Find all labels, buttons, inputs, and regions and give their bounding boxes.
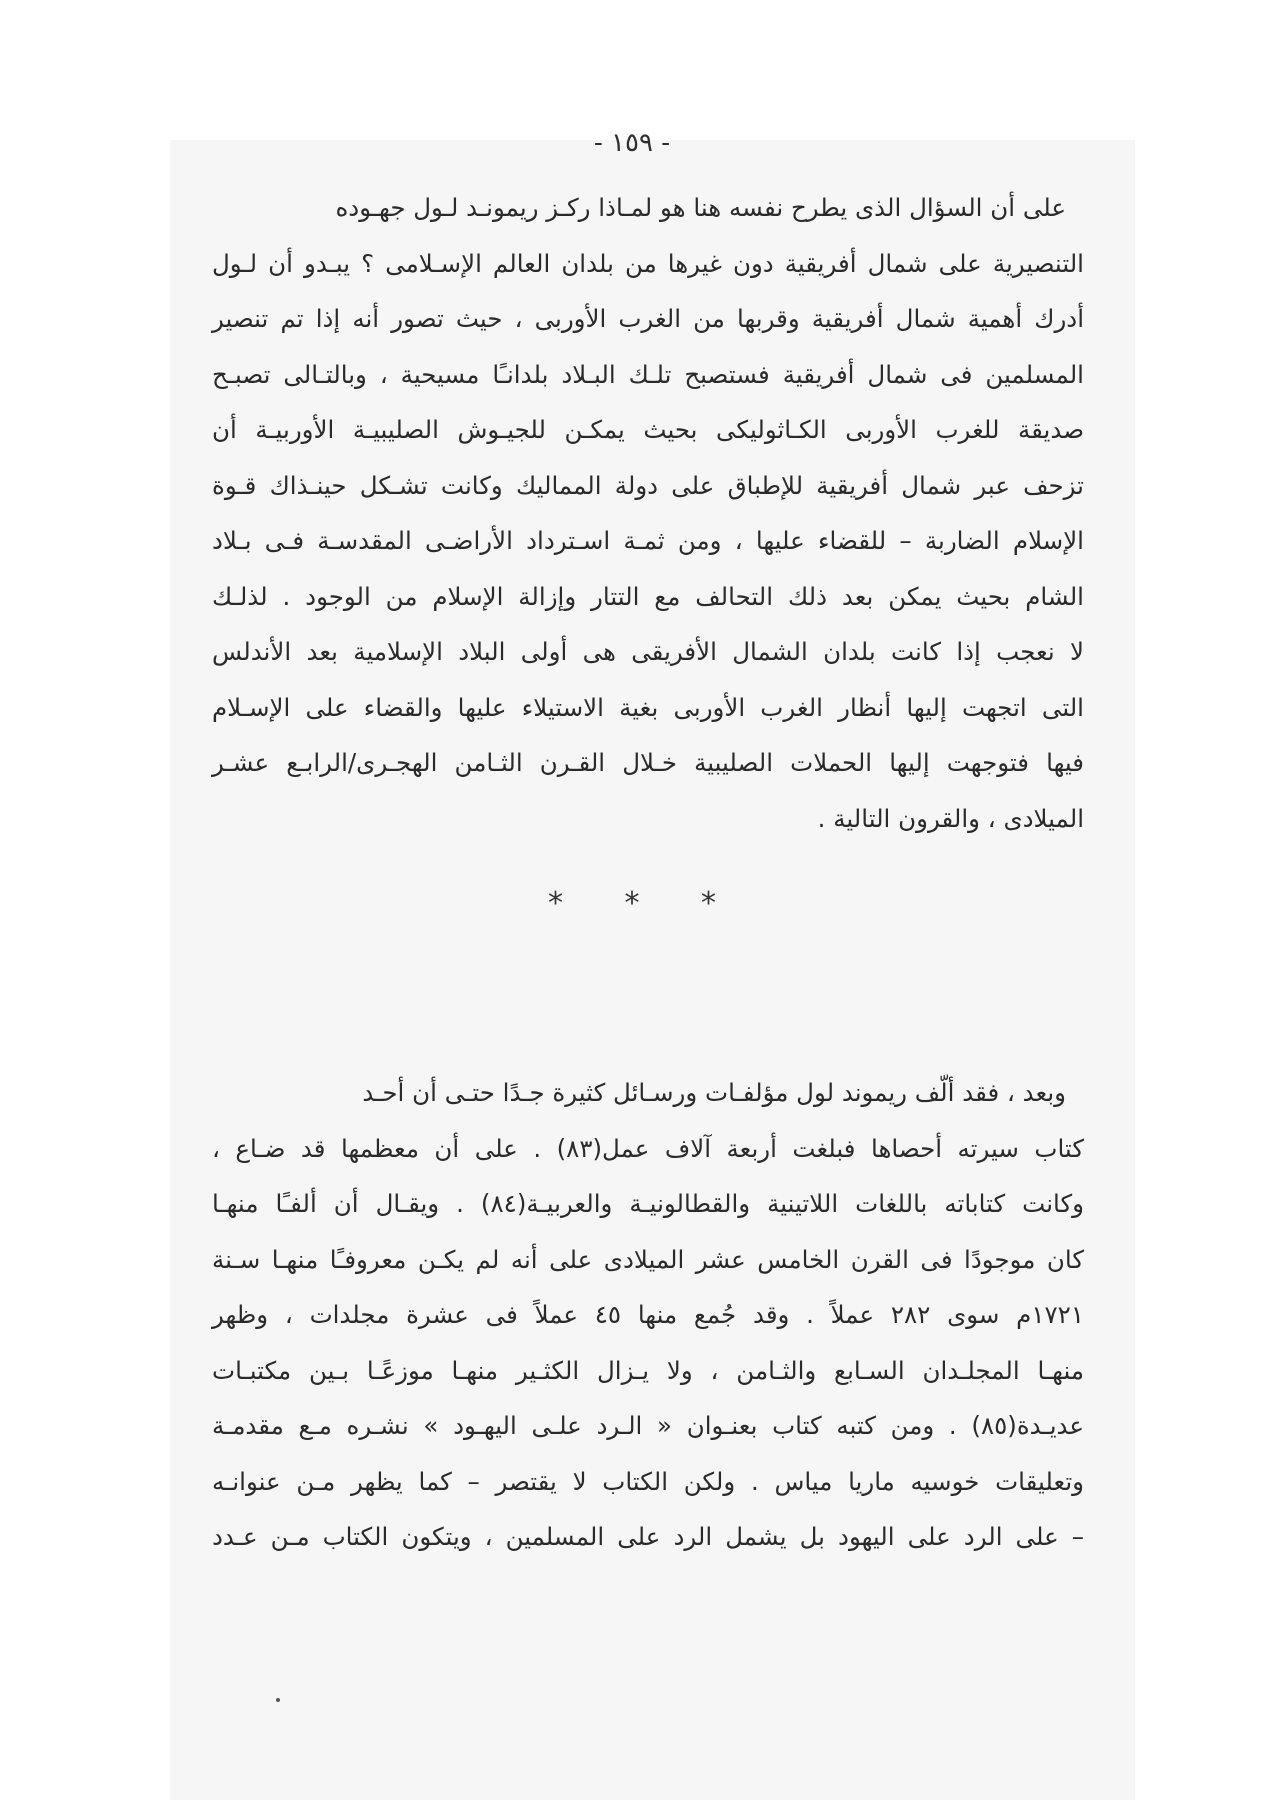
text-line: تزحف عبر شمال أفريقية للإطباق على دولة المماليك وكانت تشـكل حينـذاك قـوة	[212, 470, 1084, 500]
text-line: منهـا المجلـدان السـابع والثـامن ، ولا يـزال الكثـير منهـا موزعًـا بـين مكتبـات	[212, 1355, 1084, 1385]
page-number: - ١٥٩ -	[593, 128, 671, 158]
section-separator	[0, 886, 1264, 921]
text-line: التى اتجهت إليها أنظار الغرب الأوربى بغية الاستيلاء عليها والقضاء على الإسـلام	[212, 692, 1084, 722]
text-line: الشام بحيث يمكن بعد ذلك التحالف مع التتار وإزالة الإسلام من الوجود . لذلـك	[212, 581, 1084, 611]
text-line: على أن السؤال الذى يطرح نفسه هنا هو لمـاذا ركـز ريمونـد لـول جهـوده	[335, 193, 1066, 222]
paragraph-2	[212, 1065, 1084, 1565]
text-line: الإسلام الضاربة – للقضاء عليها ، ومن ثمـة اسـترداد الأراضـى المقدسـة فـى بـلاد	[212, 526, 1084, 555]
text-line: كتاب سيرته أحصاها فبلغت أربعة آلاف عمل(٨٣) . على أن معظمها قد ضـاع ،	[212, 1133, 1084, 1163]
asterisk-icon: *	[701, 886, 717, 921]
text-line: الميلادى ، والقرون التالية .	[817, 803, 1084, 833]
asterisk-icon: *	[547, 886, 563, 921]
text-line: – على الرد على اليهود بل يشمل الرد على المسلمين ، ويتكون الكتاب مـن عـدد	[212, 1522, 1084, 1551]
text-line: وبعد ، فقد ألّف ريموند لول مؤلفـات ورسـائل كثيرة جـدًا حتـى أن أحـد	[362, 1078, 1066, 1107]
text-line: التنصيرية على شمال أفريقية دون غيرها من بلدان العالم الإسـلامى ؟ يبـدو أن لـول	[212, 248, 1084, 278]
paragraph-1	[212, 180, 1084, 846]
text-line: ١٧٢١م سوى ٢٨٢ عملاً . وقد جُمع منها ٤٥ عملاً فى عشرة مجلدات ، وظهر	[212, 1300, 1084, 1329]
scan-speck	[276, 1698, 280, 1702]
text-line: المسلمين فى شمال أفريقية فستصبح تلـك البـلاد بلدانـًا مسيحية ، وبالتـالى تصبـح	[212, 359, 1084, 389]
text-line: أدرك أهمية شمال أفريقية وقربها من الغرب الأوربى ، حيث تصور أنه إذا تم تنصير	[212, 304, 1084, 333]
text-line: لا نعجب إذا كانت بلدان الشمال الأفريقى هى أولى البلاد الإسلامية بعد الأندلس	[212, 637, 1084, 666]
text-line: كان موجودًا فى القرن الخامس عشر الميلادى على أنه لم يكـن معروفـًا منهـا سـنة	[212, 1244, 1084, 1274]
text-line: صديقة للغرب الأوربى الكـاثوليكى بحيث يمكـن للجيـوش الصليبيـة الأوربيـة أن	[212, 415, 1084, 444]
text-line: وكانت كتاباته باللغات اللاتينية والقطالونيـة والعربيـة(٨٤) . ويقـال أن ألفـًا منهـا	[212, 1189, 1084, 1218]
text-line: عديـدة(٨٥) . ومن كتبه كتاب بعنـوان « الـرد علـى اليهـود » نشـره مـع مقدمـة	[212, 1411, 1084, 1440]
asterisk-icon: *	[624, 886, 640, 921]
text-line: فيها فتوجهت إليها الحملات الصليبية خـلال القـرن الثـامن الهجـرى/الرابـع عشـر	[212, 748, 1084, 777]
text-line: وتعليقات خوسيه ماريا مياس . ولكن الكتاب لا يقتصر – كما يظهر مـن عنوانـه	[212, 1466, 1084, 1496]
